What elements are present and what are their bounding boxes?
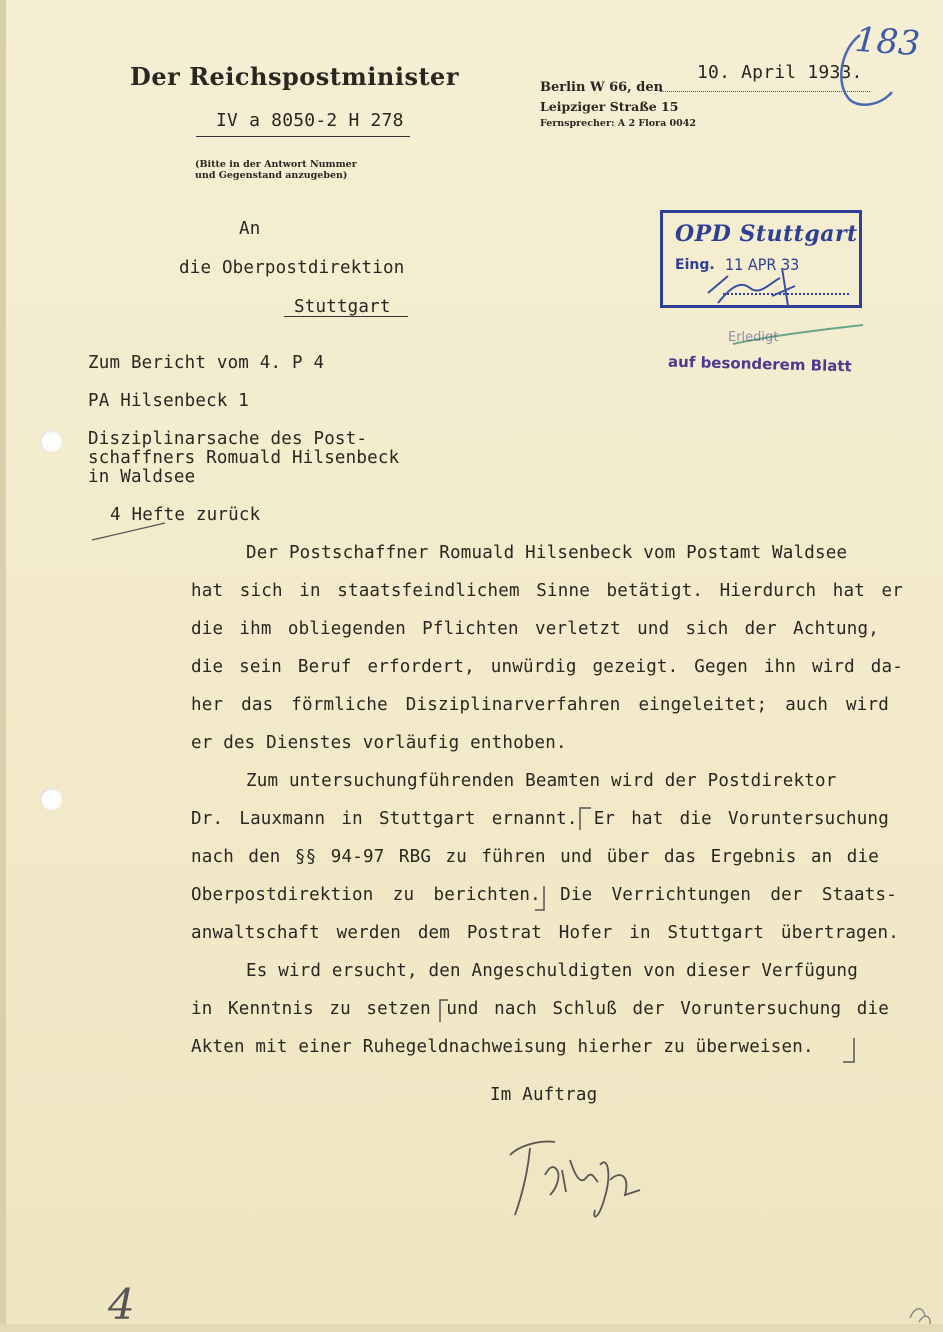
paper-edge [0, 0, 6, 1332]
body-line: Akten mit einer Ruhegeldnachweisung hierher zu überweisen. [191, 1037, 814, 1057]
body-line: anwaltschaft werden dem Postrat Hofer in Stuttgart übertragen. [191, 923, 899, 943]
stamp-received-label: Eing. [675, 257, 715, 273]
body-line: Es wird ersucht, den Angeschuldigten von dieser Verfügung [246, 961, 858, 981]
pencil-page-mark: 4 [108, 1280, 135, 1329]
body-line: die ihm obliegenden Pflichten verletzt und sich der Achtung, [191, 619, 879, 639]
body-line: er des Dienstes vorläufig enthoben. [191, 733, 567, 753]
handwritten-signature [500, 1120, 660, 1230]
body-line: die sein Beruf erfordert, unwürdig gezeigt. Gegen ihn wird da- [191, 657, 903, 677]
punch-hole [40, 788, 62, 810]
subject-line-3: in Waldsee [88, 467, 196, 487]
report-reference: Zum Bericht vom 4. P 4 [88, 353, 325, 373]
subject-line-1: Disziplinarsache des Post- [88, 429, 368, 449]
reply-note-line1: (Bitte in der Antwort Nummer [195, 159, 357, 170]
personnel-file: PA Hilsenbeck 1 [88, 391, 250, 411]
punch-hole [40, 430, 62, 452]
recipient-city: Stuttgart [294, 297, 391, 317]
recipient-office: die Oberpostdirektion [179, 258, 405, 278]
paper-edge-bottom [0, 1324, 943, 1332]
closing-phrase: Im Auftrag [490, 1085, 598, 1105]
body-line: Oberpostdirektion zu berichten. Die Verrichtungen der Staats- [191, 885, 897, 905]
reply-note-line2: und Gegenstand anzugeben) [195, 170, 348, 181]
stamp-title: OPD Stuttgart [675, 221, 858, 247]
pencil-bracket [530, 884, 550, 912]
pencil-bracket [436, 998, 452, 1024]
archive-number: 183 [853, 19, 922, 65]
recipient-to: An [239, 219, 261, 239]
subject-line-2: schaffners Romuald Hilsenbeck [88, 448, 400, 468]
phone-number: Fernsprecher: A 2 Flora 0042 [540, 118, 696, 129]
done-note: auf besonderem Blatt [667, 352, 852, 376]
body-line: her das förmliche Disziplinarverfahren eingeleitet; auch wird [191, 695, 889, 715]
file-number: IV a 8050-2 H 278 [216, 110, 404, 131]
body-line: hat sich in staatsfeindlichem Sinne betätigt. Hierdurch hat er [191, 581, 903, 601]
file-number-underline [196, 136, 410, 137]
stamp-initials-signature [700, 258, 810, 318]
stamp-received-date: 11 APR 33 [725, 255, 800, 274]
body-line: nach den §§ 94-97 RBG zu führen und über das Ergebnis an die [191, 847, 879, 867]
body-line: Zum untersuchungführenden Beamten wird der Postdirektor [246, 771, 837, 791]
archive-number-bracket [830, 30, 900, 120]
body-line: Dr. Lauxmann in Stuttgart ernannt. Er hat die Voruntersuchung [191, 809, 889, 829]
street-address: Leipziger Straße 15 [540, 99, 679, 114]
recipient-city-underline [284, 316, 408, 317]
pencil-bracket [840, 1036, 860, 1064]
corner-pencil-mark [905, 1298, 935, 1328]
body-line: Der Postschaffner Romuald Hilsenbeck vom Postamt Waldsee [246, 543, 848, 563]
place-label: Berlin W 66, den [540, 80, 664, 95]
done-label: Erledigt [728, 330, 779, 345]
enclosures-note: 4 Hefte zurück [110, 505, 261, 525]
pencil-bracket [575, 806, 595, 832]
letter-date: 10. April 1933. [697, 62, 863, 83]
body-line: in Kenntnis zu setzen und nach Schluß der Voruntersuchung die [191, 999, 889, 1019]
ministry-letterhead: Der Reichspostminister [130, 62, 459, 91]
pencil-tick [90, 520, 170, 545]
reply-note [195, 159, 357, 181]
